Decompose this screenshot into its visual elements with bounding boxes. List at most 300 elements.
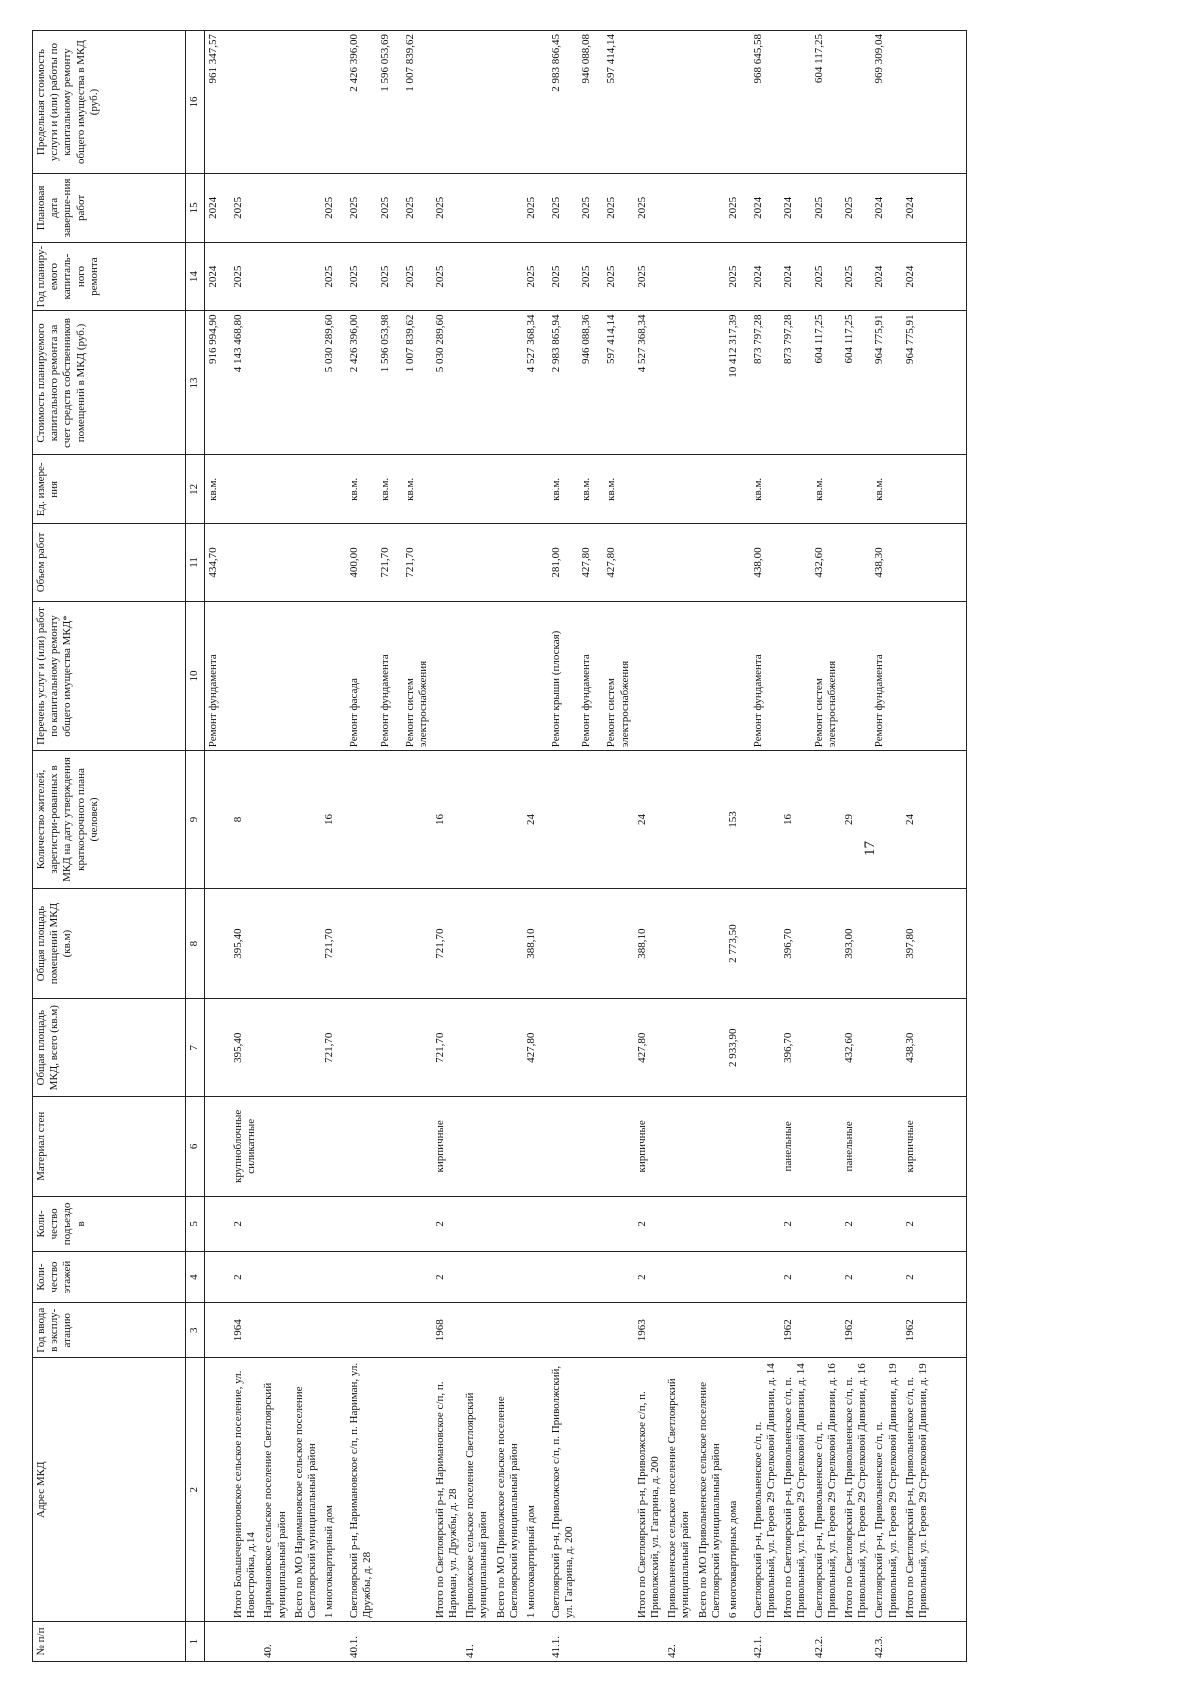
table-cell: 42. (664, 1622, 694, 1662)
table-cell: 721,70 (432, 888, 462, 999)
table-cell (523, 1622, 548, 1662)
column-header-5: Коли-чество подъездо в (33, 1196, 186, 1251)
table-row (432, 31, 462, 1662)
table-cell (750, 1096, 780, 1196)
table-row (291, 31, 321, 1662)
table-cell (548, 888, 578, 999)
table-cell: 427,80 (634, 999, 664, 1097)
table-cell: Светлоярский р-н, Привольненское с/п, п. Привольный, ул. Героев 29 Стрелковой Дивизии, д. 16 (811, 1358, 841, 1622)
table-cell (291, 999, 321, 1097)
table-cell (603, 1303, 633, 1358)
table-cell (377, 1358, 402, 1622)
column-header-15: Плановая дата заверше-ния работ (33, 174, 186, 243)
table-cell (725, 1096, 750, 1196)
table-row (346, 31, 376, 1662)
table-cell: 2 (634, 1252, 664, 1303)
table-cell: 721,70 (321, 999, 346, 1097)
table-cell (493, 751, 523, 888)
table-cell: 2025 (578, 174, 603, 243)
table-cell (725, 455, 750, 524)
table-cell: 1 многоквартирный дом (523, 1358, 548, 1622)
table-cell: кв.м. (205, 455, 231, 524)
table-cell (377, 1252, 402, 1303)
table-cell (725, 31, 750, 174)
table-cell (664, 601, 694, 751)
table-cell: 2025 (402, 242, 432, 311)
table-cell: 2 (780, 1252, 810, 1303)
table-cell (523, 1252, 548, 1303)
table-cell (432, 455, 462, 524)
table-cell: 721,70 (377, 524, 402, 602)
table-cell (291, 524, 321, 602)
table-cell: 2024 (902, 174, 967, 243)
table-cell (871, 1252, 901, 1303)
table-cell: Итого по Светлоярский р-н, Приволжское с/п, п. Приволжский, ул. Гагарина, д. 200 (634, 1358, 664, 1622)
table-cell (695, 1196, 725, 1251)
column-header-11: Объем работ (33, 524, 186, 602)
table-cell: 1 многоквартирный дом (321, 1358, 346, 1622)
table-cell: Ремонт систем электроснабжения (402, 601, 432, 751)
table-cell: Светлоярский р-н, Привольненское с/п, п. Привольный, ул. Героев 29 Стрелковой Дивизии, д. 19 (871, 1358, 901, 1622)
table-cell (902, 601, 967, 751)
table-cell (493, 1096, 523, 1196)
table-cell (750, 1252, 780, 1303)
table-cell (291, 1096, 321, 1196)
table-cell (811, 1303, 841, 1358)
table-cell: 396,70 (780, 888, 810, 999)
table-cell (578, 1196, 603, 1251)
table-cell (725, 1196, 750, 1251)
column-number-4: 4 (186, 1252, 205, 1303)
table-row (205, 31, 231, 1662)
table-cell: 2025 (811, 174, 841, 243)
table-cell (493, 1196, 523, 1251)
table-cell (321, 1196, 346, 1251)
table-cell: кв.м. (578, 455, 603, 524)
table-cell (664, 751, 694, 888)
table-row (750, 31, 780, 1662)
table-cell: 432,60 (811, 524, 841, 602)
column-number-7: 7 (186, 999, 205, 1097)
table-cell (462, 311, 492, 455)
table-cell (432, 601, 462, 751)
table-cell: Светлоярский р-н, Наримановское с/п, п. Нариман, ул. Дружбы, д. 28 (346, 1358, 376, 1622)
table-cell (750, 751, 780, 888)
table-cell (462, 455, 492, 524)
table-cell (695, 751, 725, 888)
table-cell (664, 1096, 694, 1196)
table-cell (634, 601, 664, 751)
table-cell: Итого по Светлоярский р-н, Привольненское с/п, п. Привольный, ул. Героев 29 Стрелковой Дивизии, д. 19 (902, 1358, 967, 1622)
table-cell (493, 524, 523, 602)
table-cell (493, 311, 523, 455)
table-cell: 2024 (902, 242, 967, 311)
table-cell (603, 751, 633, 888)
table-cell (780, 31, 810, 174)
table-cell (432, 1622, 462, 1662)
table-cell (523, 1303, 548, 1358)
table-row (902, 31, 967, 1662)
table-cell (346, 1252, 376, 1303)
table-cell (493, 1303, 523, 1358)
column-number-3: 3 (186, 1303, 205, 1358)
table-cell (291, 1622, 321, 1662)
table-cell (205, 888, 231, 999)
table-cell (578, 1096, 603, 1196)
table-cell (695, 1096, 725, 1196)
table-cell (811, 888, 841, 999)
table-cell (260, 524, 290, 602)
table-row (548, 31, 578, 1662)
table-cell (634, 31, 664, 174)
table-cell: кв.м. (548, 455, 578, 524)
table-cell: 427,80 (523, 999, 548, 1097)
table-cell (578, 888, 603, 999)
table-cell (548, 999, 578, 1097)
table-cell (205, 1622, 231, 1662)
table-cell (321, 31, 346, 174)
table-cell: 2 (841, 1252, 871, 1303)
column-header-3: Год ввода в эксплу-атацию (33, 1303, 186, 1358)
column-number-13: 13 (186, 311, 205, 455)
table-cell: 2025 (603, 242, 633, 311)
table-cell: 2025 (377, 174, 402, 243)
table-cell: кв.м. (811, 455, 841, 524)
table-cell: кирпичные (902, 1096, 967, 1196)
column-header-1: № п/п (33, 1622, 186, 1662)
table-cell (523, 31, 548, 174)
table-cell: 2 (432, 1252, 462, 1303)
table-cell: Ремонт систем электроснабжения (603, 601, 633, 751)
table-cell (603, 1196, 633, 1251)
table-cell (402, 1622, 432, 1662)
table-cell: Ремонт фундамента (871, 601, 901, 751)
table-cell (260, 174, 290, 243)
table-cell: 10 412 317,39 (725, 311, 750, 455)
table-cell (780, 455, 810, 524)
table-cell: 438,00 (750, 524, 780, 602)
table-cell: кв.м. (871, 455, 901, 524)
table-cell: 2024 (205, 174, 231, 243)
table-cell: 597 414,14 (603, 31, 633, 174)
table-cell: 2025 (725, 242, 750, 311)
table-cell (523, 601, 548, 751)
table-cell (695, 455, 725, 524)
table-cell: 2025 (321, 174, 346, 243)
table-cell: кв.м. (603, 455, 633, 524)
table-cell: 721,70 (432, 999, 462, 1097)
table-cell (902, 524, 967, 602)
table-cell: 946 088,36 (578, 311, 603, 455)
table-cell: 2025 (432, 174, 462, 243)
table-cell (205, 751, 231, 888)
column-number-15: 15 (186, 174, 205, 243)
table-cell (462, 174, 492, 243)
table-cell (750, 1196, 780, 1251)
table-cell: 2025 (548, 242, 578, 311)
table-cell (462, 888, 492, 999)
table-cell (695, 311, 725, 455)
table-cell (462, 31, 492, 174)
table-cell (291, 174, 321, 243)
table-cell: крупноблочные силикатные (230, 1096, 260, 1196)
table-cell: 434,70 (205, 524, 231, 602)
table-cell (260, 1196, 290, 1251)
table-cell (462, 1303, 492, 1358)
table-cell (402, 1096, 432, 1196)
table-cell: Привольненское сельское поселение Светлоярский муниципальный район (664, 1358, 694, 1622)
table-cell (664, 1252, 694, 1303)
column-number-12: 12 (186, 455, 205, 524)
table-cell (205, 1096, 231, 1196)
table-cell (291, 601, 321, 751)
column-number-row (186, 31, 205, 1662)
table-cell: 2 983 866,45 (548, 31, 578, 174)
table-cell: 2025 (523, 242, 548, 311)
table-row (462, 31, 492, 1662)
table-cell (205, 1252, 231, 1303)
table-cell: 2025 (377, 242, 402, 311)
table-cell (346, 751, 376, 888)
table-row (780, 31, 810, 1662)
table-cell: 2025 (230, 174, 260, 243)
table-cell (841, 601, 871, 751)
table-cell (462, 999, 492, 1097)
table-row (695, 31, 725, 1662)
table-cell (321, 1303, 346, 1358)
table-cell: 2025 (634, 174, 664, 243)
table-cell: Ремонт крыши (плоская) (548, 601, 578, 751)
table-cell: 946 088,08 (578, 31, 603, 174)
table-cell: 1 007 839,62 (402, 311, 432, 455)
table-cell (493, 888, 523, 999)
table-cell (462, 1096, 492, 1196)
column-number-2: 2 (186, 1358, 205, 1622)
table-cell (291, 1196, 321, 1251)
table-cell (205, 1196, 231, 1251)
table-cell (462, 1252, 492, 1303)
table-cell: 1962 (902, 1303, 967, 1358)
table-cell: Всего по МО Приволжское сельское поселение Светлоярский муниципальный район (493, 1358, 523, 1622)
table-cell: 24 (902, 751, 967, 888)
column-header-7: Общая площадь МКД, всего (кв.м) (33, 999, 186, 1097)
table-cell: 2 (634, 1196, 664, 1251)
table-cell: 396,70 (780, 999, 810, 1097)
table-cell: 2025 (578, 242, 603, 311)
table-cell: 427,80 (578, 524, 603, 602)
table-cell (291, 242, 321, 311)
table-cell: кв.м. (750, 455, 780, 524)
table-cell: кирпичные (432, 1096, 462, 1196)
table-cell (841, 524, 871, 602)
table-cell: Приволжское сельское поселение Светлоярский муниципальный район (462, 1358, 492, 1622)
table-cell (402, 1252, 432, 1303)
table-cell: 2025 (603, 174, 633, 243)
table-row (603, 31, 633, 1662)
column-number-16: 16 (186, 31, 205, 174)
table-cell (402, 888, 432, 999)
table-cell (780, 601, 810, 751)
table-row (634, 31, 664, 1662)
table-cell (725, 524, 750, 602)
column-header-14: Год планиру-емого капиталь-ного ремонта (33, 242, 186, 311)
table-cell: 2025 (725, 174, 750, 243)
column-header-8: Общая площадь помещений МКД (кв.м) (33, 888, 186, 999)
column-header-10: Перечень услуг и (или) работ по капитальному ремонту общего имущества МКД* (33, 601, 186, 751)
table-cell (548, 1303, 578, 1358)
table-cell (377, 1303, 402, 1358)
table-cell: Ремонт фасада (346, 601, 376, 751)
table-cell (291, 751, 321, 888)
table-cell (523, 524, 548, 602)
table-cell (321, 455, 346, 524)
table-cell (260, 455, 290, 524)
table-cell (902, 31, 967, 174)
table-cell: 281,00 (548, 524, 578, 602)
table-cell (523, 455, 548, 524)
table-cell (578, 1303, 603, 1358)
table-cell: Итого Большечернигоовское сельское поселение, ул. Новостройка, д.14 (230, 1358, 260, 1622)
table-cell: 2025 (321, 242, 346, 311)
table-cell: 395,40 (230, 888, 260, 999)
table-cell: Наримановское сельское поселение Светлоярский муниципальный район (260, 1358, 290, 1622)
table-cell: 2 (841, 1196, 871, 1251)
table-cell: 1963 (634, 1303, 664, 1358)
table-cell: 604 117,25 (811, 311, 841, 455)
table-cell (725, 1622, 750, 1662)
table-cell (321, 1622, 346, 1662)
table-cell (578, 1252, 603, 1303)
table-cell: 41.1. (548, 1622, 578, 1662)
table-cell: 16 (321, 751, 346, 888)
table-cell: 2025 (811, 242, 841, 311)
table-cell (725, 1303, 750, 1358)
table-cell (260, 1303, 290, 1358)
table-cell: панельные (841, 1096, 871, 1196)
table-cell: 2 933,90 (725, 999, 750, 1097)
table-row (811, 31, 841, 1662)
table-cell (841, 455, 871, 524)
table-cell (346, 1096, 376, 1196)
table-cell: 2024 (780, 242, 810, 311)
table-cell (493, 31, 523, 174)
table-cell: 438,30 (871, 524, 901, 602)
table-cell (462, 524, 492, 602)
table-row (578, 31, 603, 1662)
table-cell (811, 1252, 841, 1303)
table-cell: 2025 (402, 174, 432, 243)
table-cell (230, 524, 260, 602)
table-cell (811, 1096, 841, 1196)
column-number-10: 10 (186, 601, 205, 751)
table-cell (291, 888, 321, 999)
table-cell (811, 1196, 841, 1251)
table-row (871, 31, 901, 1662)
column-header-12: Ед. измере-ния (33, 455, 186, 524)
column-header-13: Стоимость планируемого капитального ремонта за счет средств собственников помещений в МКД (руб.) (33, 311, 186, 455)
table-cell (664, 524, 694, 602)
table-row (841, 31, 871, 1662)
table-cell (603, 1096, 633, 1196)
column-number-11: 11 (186, 524, 205, 602)
table-cell (402, 999, 432, 1097)
table-cell (205, 1358, 231, 1622)
table-cell (811, 751, 841, 888)
table-cell (695, 1622, 725, 1662)
table-cell: Ремонт систем электроснабжения (811, 601, 841, 751)
table-cell (462, 751, 492, 888)
table-cell: 5 030 289,60 (432, 311, 462, 455)
table-cell: Ремонт фундамента (578, 601, 603, 751)
table-cell (493, 1622, 523, 1662)
table-cell (346, 888, 376, 999)
table-cell: 2 (230, 1252, 260, 1303)
table-cell (321, 524, 346, 602)
table-cell (695, 31, 725, 174)
header-row (33, 31, 186, 1662)
table-cell: 8 (230, 751, 260, 888)
table-row (230, 31, 260, 1662)
table-cell (664, 311, 694, 455)
table-cell (523, 1196, 548, 1251)
table-cell (664, 174, 694, 243)
table-cell (321, 1096, 346, 1196)
table-cell: Всего по МО Наримановское сельское поселение Светлоярский муниципальный район (291, 1358, 321, 1622)
table-cell (664, 31, 694, 174)
table-cell: 916 994,90 (205, 311, 231, 455)
table-cell: 42.3. (871, 1622, 901, 1662)
table-cell: 873 797,28 (780, 311, 810, 455)
table-cell: 2024 (205, 242, 231, 311)
table-row (377, 31, 402, 1662)
table-cell: 2 (902, 1196, 967, 1251)
table-cell (230, 601, 260, 751)
column-header-4: Коли-чество этажей (33, 1252, 186, 1303)
table-cell (750, 888, 780, 999)
table-cell: Ремонт фундамента (377, 601, 402, 751)
table-cell (402, 1358, 432, 1622)
table-cell: 29 (841, 751, 871, 888)
table-cell: 1 007 839,62 (402, 31, 432, 174)
table-cell (548, 1252, 578, 1303)
table-cell: 1964 (230, 1303, 260, 1358)
table-cell (750, 1303, 780, 1358)
table-cell (346, 1303, 376, 1358)
table-cell (493, 455, 523, 524)
table-cell (260, 242, 290, 311)
table-cell: 604 117,25 (841, 311, 871, 455)
table-cell (402, 1303, 432, 1358)
table-cell (493, 601, 523, 751)
table-cell (634, 1622, 664, 1662)
table-cell (493, 999, 523, 1097)
table-cell (902, 455, 967, 524)
table-cell: 1968 (432, 1303, 462, 1358)
table-row (321, 31, 346, 1662)
table-cell: 393,00 (841, 888, 871, 999)
table-cell: 4 143 468,80 (230, 311, 260, 455)
table-cell: 969 309,04 (871, 31, 901, 174)
table-cell (871, 999, 901, 1097)
table-cell (377, 999, 402, 1097)
table-cell (603, 888, 633, 999)
table-cell: 2025 (841, 174, 871, 243)
table-cell: 2 (902, 1252, 967, 1303)
column-header-16: Предельная стоимость услуги и (или) работы по капитальному ремонту общего имущества в МКД (руб.) (33, 31, 186, 174)
table-cell: 2025 (346, 174, 376, 243)
table-row (260, 31, 290, 1662)
table-cell: 2 426 396,00 (346, 311, 376, 455)
